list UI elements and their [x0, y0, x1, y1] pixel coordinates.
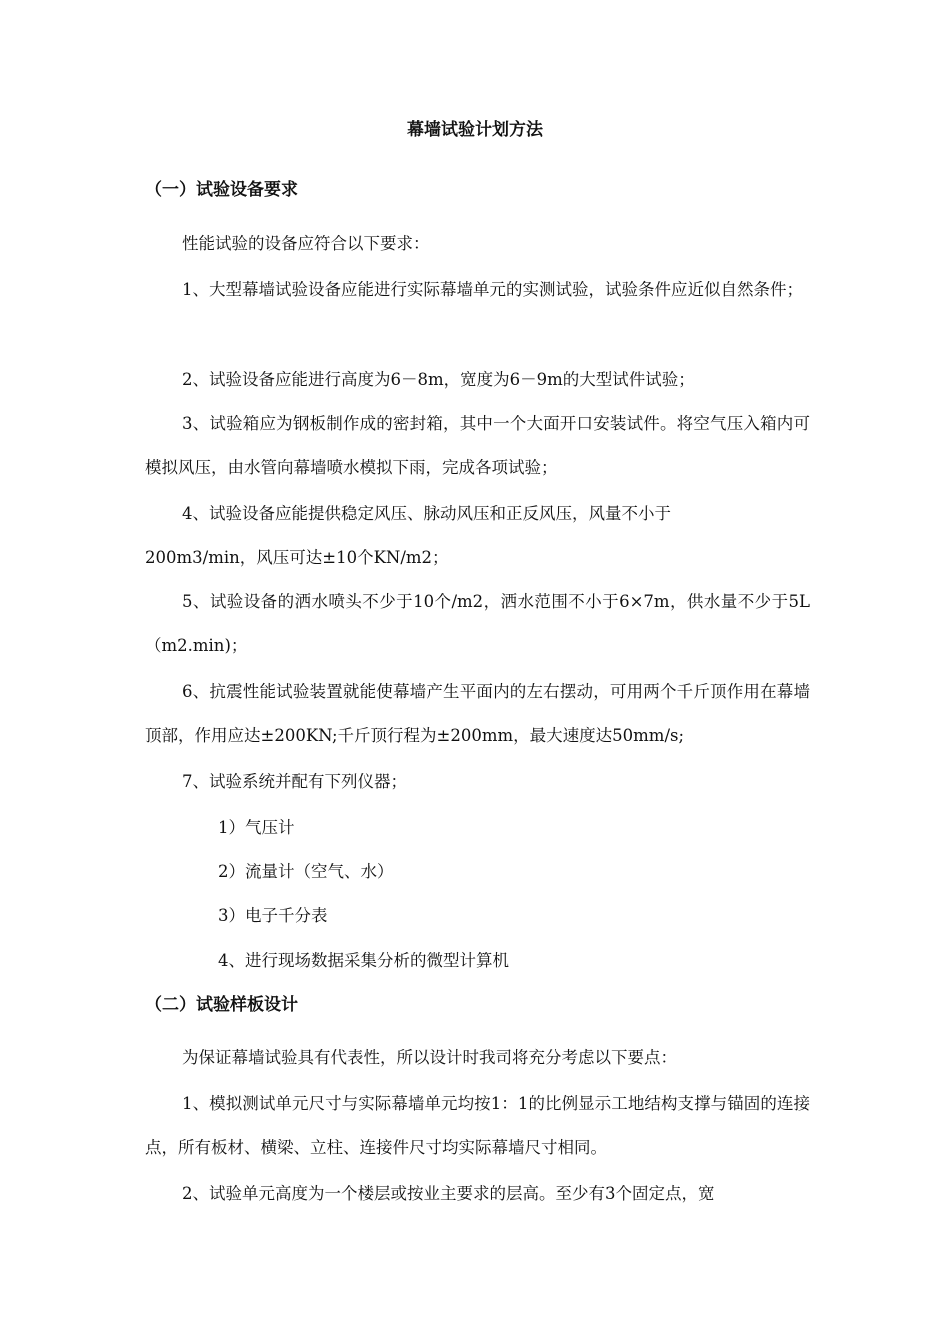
instrument-item: 1）气压计 [218, 818, 295, 837]
paragraph-equipment-4-line2: 200m3/min，风压可达±10个KN/m2； [145, 548, 449, 567]
section-heading-sample-design: （二）试验样板设计 [145, 995, 298, 1015]
document-title: 幕墙试验计划方法 [407, 120, 543, 140]
instrument-item: 3）电子千分表 [218, 906, 328, 925]
paragraph-equipment-4-line1: 4、试验设备应能提供稳定风压、脉动风压和正反风压，风量不小于 [182, 504, 671, 523]
paragraph-equipment-intro: 性能试验的设备应符合以下要求： [182, 234, 430, 253]
paragraph-equipment-6: 6、抗震性能试验装置就能使幕墙产生平面内的左右摆动，可用两个千斤顶作用在幕墙顶部，作用应达±200KN;千斤顶行程为±200mm，最大速度达50mm/s; [145, 682, 810, 745]
paragraph-equipment-3: 3、试验箱应为钢板制作成的密封箱，其中一个大面开口安装试件。将空气压入箱内可模拟风压，由水管向幕墙喷水模拟下雨，完成各项试验； [145, 414, 810, 477]
paragraph-sample-1: 1、模拟测试单元尺寸与实际幕墙单元均按1：1的比例显示工地结构支撑与锚固的连接点，所有板材、横梁、立柱、连接件尺寸均实际幕墙尺寸相同。 [145, 1094, 810, 1157]
paragraph-sample-2: 2、试验单元高度为一个楼层或按业主要求的层高。至少有3个固定点，宽 [182, 1184, 715, 1203]
paragraph-equipment-7: 7、试验系统并配有下列仪器； [182, 772, 407, 791]
paragraph-sample-intro: 为保证幕墙试验具有代表性，所以设计时我司将充分考虑以下要点： [182, 1048, 677, 1067]
section-heading-equipment: （一）试验设备要求 [145, 180, 298, 200]
paragraph-equipment-5: 5、试验设备的洒水喷头不少于10个/m2，洒水范围不小于6×7m，供水量不少于5L（m2.min)； [145, 592, 810, 655]
paragraph-equipment-2: 2、试验设备应能进行高度为6－8m，宽度为6－9m的大型试件试验； [182, 370, 695, 389]
paragraph-equipment-1: 1、大型幕墙试验设备应能进行实际幕墙单元的实测试验，试验条件应近似自然条件； [182, 280, 803, 299]
instrument-item: 2）流量计（空气、水） [218, 862, 394, 881]
instrument-item: 4、进行现场数据采集分析的微型计算机 [218, 951, 509, 970]
